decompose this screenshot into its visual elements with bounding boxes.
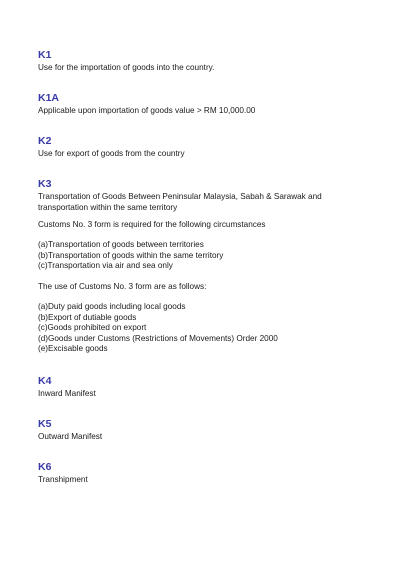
- section-k6: [38, 461, 368, 486]
- list-item: (c)Goods prohibited on export: [38, 323, 147, 332]
- list-item: (d)Goods under Customs (Restrictions of Movements) Order 2000: [38, 333, 278, 343]
- k3-uses-list: [38, 302, 368, 355]
- section-code: K1: [38, 49, 52, 61]
- section-description: Use for export of goods from the country: [38, 149, 185, 158]
- section-description: Transhipment: [38, 475, 88, 484]
- section-code: K6: [38, 461, 52, 473]
- list-item: (e)Excisable goods: [38, 344, 108, 353]
- list-item: (b)Export of dutiable goods: [38, 312, 137, 322]
- section-code: K5: [38, 418, 52, 430]
- section-description: Transportation of Goods Between Peninsular Malaysia, Sabah & Sarawak and transportation within the same territory: [38, 192, 322, 212]
- k3-circumstances-list: [38, 240, 368, 272]
- section-k1: [38, 49, 368, 74]
- k3-form-required-intro: [38, 220, 368, 231]
- section-description: Outward Manifest: [38, 432, 103, 441]
- section-description: Applicable upon importation of goods value > RM 10,000.00: [38, 106, 256, 115]
- section-description: Use for the importation of goods into the country.: [38, 63, 215, 72]
- paragraph: Customs No. 3 form is required for the following circumstances: [38, 220, 266, 229]
- list-item: (b)Transportation of goods within the same territory: [38, 250, 224, 260]
- section-k5: [38, 418, 368, 443]
- section-description: Inward Manifest: [38, 389, 96, 398]
- list-item: (c)Transportation via air and sea only: [38, 261, 173, 270]
- section-k2: [38, 135, 368, 160]
- section-code: K1A: [38, 92, 60, 104]
- section-code: K4: [38, 375, 52, 387]
- section-k4: [38, 375, 368, 400]
- k3-use-intro: [38, 282, 368, 293]
- section-code: K3: [38, 178, 52, 190]
- section-k3: [38, 178, 338, 213]
- list-item: (a)Transportation of goods between territories: [38, 240, 204, 249]
- section-code: K2: [38, 135, 52, 147]
- section-k1a: [38, 92, 368, 117]
- list-item: (a)Duty paid goods including local goods: [38, 302, 186, 311]
- paragraph: The use of Customs No. 3 form are as follows:: [38, 282, 207, 291]
